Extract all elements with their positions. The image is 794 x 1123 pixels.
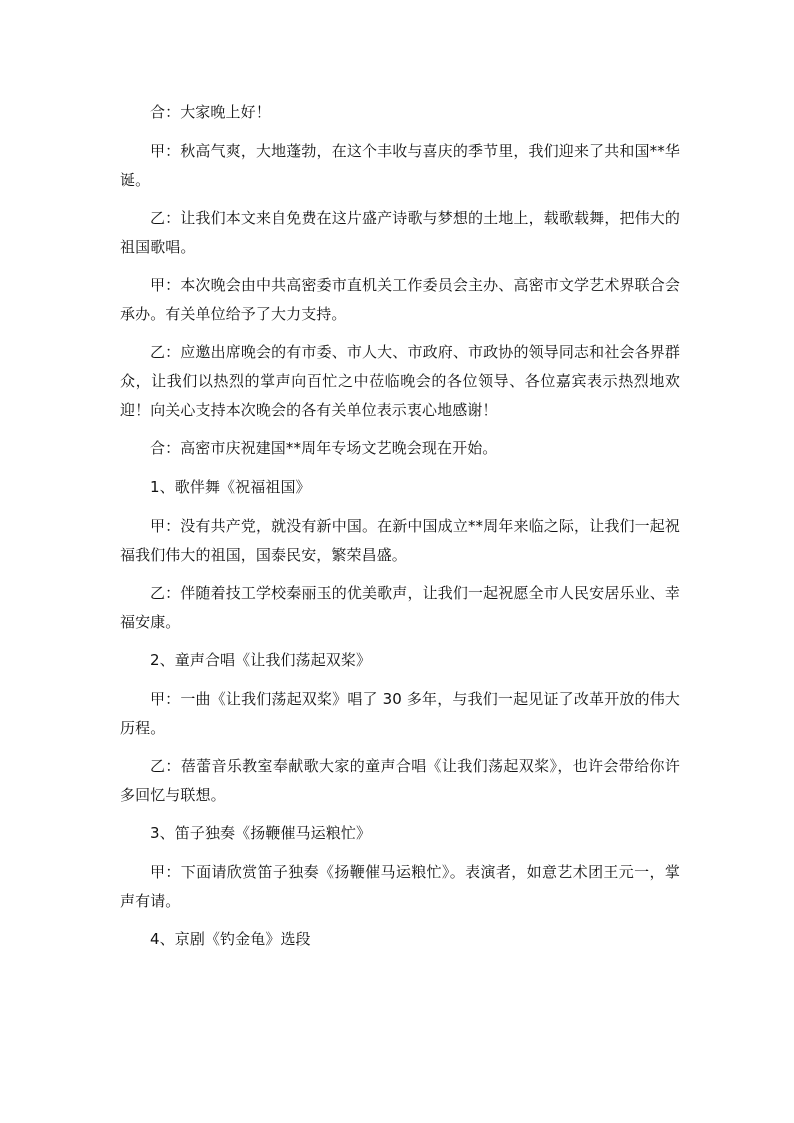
- document-body: [120, 98, 680, 964]
- paragraph-opening: 合：高密市庆祝建国**周年专场文艺晚会现在开始。: [150, 439, 498, 457]
- paragraph-greeting: 合：大家晚上好！: [150, 103, 271, 121]
- paragraph-jia-3: 甲：没有共产党，就没有新中国。在新中国成立**周年来临之际，让我们一起祝福我们伟大的祖国，国泰民安，繁荣昌盛。: [120, 517, 680, 564]
- paragraph-jia-5: 甲：下面请欣赏笛子独奏《扬鞭催马运粮忙》。表演者，如意艺术团王元一，掌声有请。: [120, 863, 680, 910]
- paragraph-jia-1: 甲：秋高气爽，大地蓬勃，在这个丰收与喜庆的季节里，我们迎来了共和国**华诞。: [120, 142, 680, 189]
- paragraph-yi-4: 乙：蓓蕾音乐教室奉献歌大家的童声合唱《让我们荡起双桨》，也许会带给你许多回忆与联想。: [120, 757, 680, 804]
- paragraph-yi-1: 乙：让我们本文来自免费在这片盛产诗歌与梦想的土地上，载歌载舞，把伟大的祖国歌唱。: [120, 209, 680, 256]
- paragraph-yi-2: 乙：应邀出席晚会的有市委、市人大、市政府、市政协的领导同志和社会各界群众，让我们以热烈的掌声向百忙之中莅临晚会的各位领导、各位嘉宾表示热烈地欢迎！向关心支持本次晚会的各有关单位表示衷心地感谢！: [120, 343, 680, 419]
- program-item-4: 4、京剧《钓金龟》选段: [150, 930, 311, 948]
- program-item-1: 1、歌伴舞《祝福祖国》: [150, 478, 311, 496]
- program-item-3: 3、笛子独奏《扬鞭催马运粮忙》: [150, 824, 372, 842]
- program-item-2: 2、童声合唱《让我们荡起双桨》: [150, 651, 372, 669]
- paragraph-jia-2: 甲：本次晚会由中共高密委市直机关工作委员会主办、高密市文学艺术界联合会承办。有关单位给予了大力支持。: [120, 276, 680, 323]
- paragraph-jia-4: 甲：一曲《让我们荡起双桨》唱了 30 多年，与我们一起见证了改革开放的伟大历程。: [120, 690, 680, 737]
- paragraph-yi-3: 乙：伴随着技工学校秦丽玉的优美歌声，让我们一起祝愿全市人民安居乐业、幸福安康。: [120, 584, 680, 631]
